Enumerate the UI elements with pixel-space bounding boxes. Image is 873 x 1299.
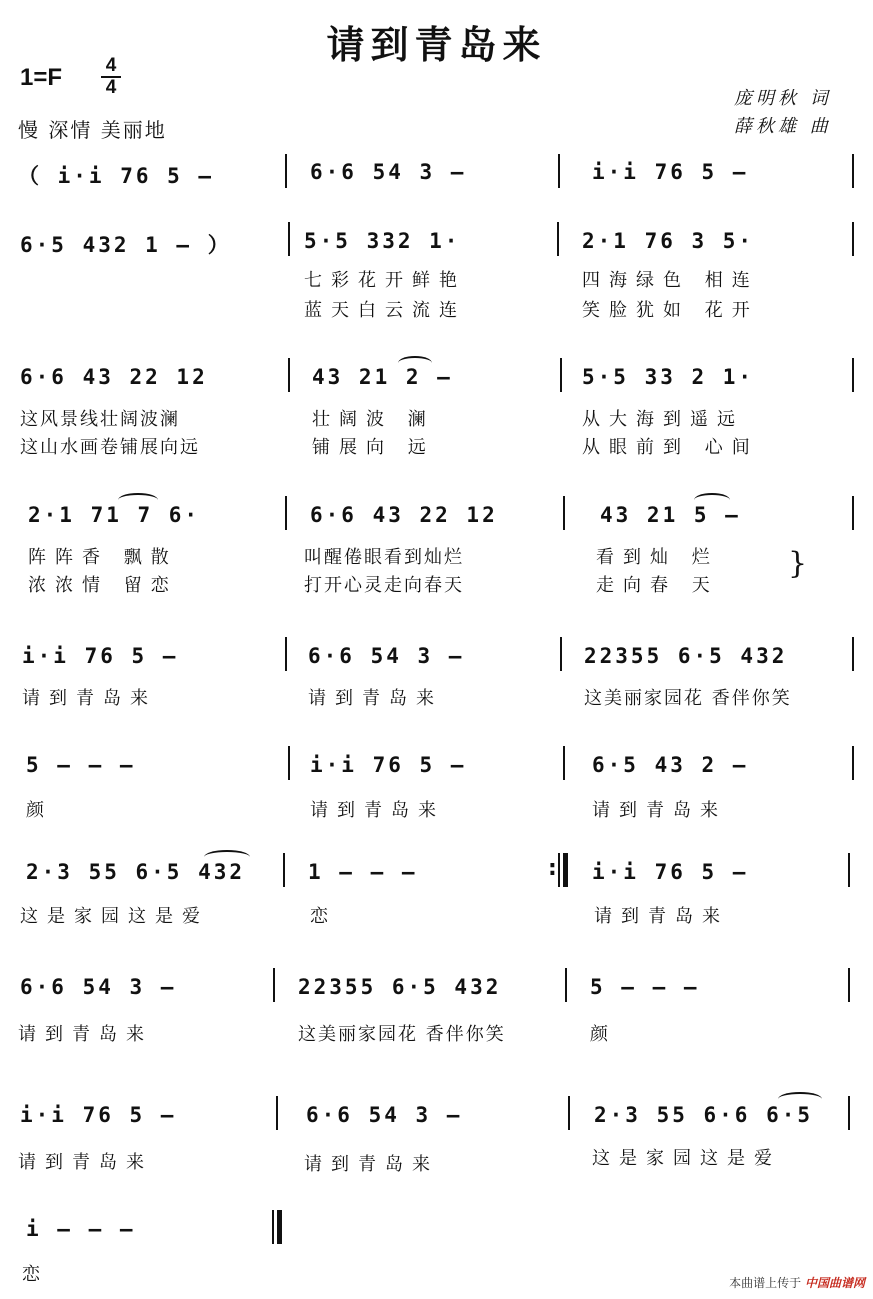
row1-measure1: （ i·i 76 5 —: [18, 164, 215, 188]
repeat-dots: :: [548, 856, 557, 881]
row9-lyric-m2: 请到青岛来: [304, 1154, 439, 1175]
row6-lyric-m2: 请到青岛来: [310, 800, 445, 821]
row8-lyric-m2: 这美丽家园花 香伴你笑: [298, 1024, 506, 1045]
row6-measure2: i·i 76 5 —: [310, 753, 467, 777]
barline: [852, 496, 854, 530]
row3-lyric-v2-m2: 铺展向 远: [312, 437, 435, 458]
row4-measure1: 2·1 71 7 6·: [28, 503, 201, 527]
barline: [848, 853, 850, 887]
row9-measure2: 6·6 54 3 —: [306, 1103, 463, 1127]
row7-lyric-m3: 请到青岛来: [594, 906, 729, 927]
meter-bottom: 4: [105, 77, 117, 98]
verse-brace: }: [788, 546, 808, 581]
row5-measure1: i·i 76 5 —: [22, 644, 179, 668]
row8-measure2: 22355 6·5 432: [298, 975, 502, 999]
barline: [288, 222, 290, 256]
row9-lyric-m3: 这是家园这是爱: [592, 1148, 781, 1169]
lyricist-credit: 庞明秋 词: [734, 88, 832, 109]
barline: [273, 968, 275, 1002]
slur-mark: [778, 1092, 822, 1106]
row6-lyric-m1: 颜: [26, 800, 53, 821]
row8-measure3: 5 — — —: [590, 975, 700, 999]
barline: [563, 496, 565, 530]
row2-lyric-v1-m2: 七彩花开鲜艳: [304, 270, 466, 291]
row8-lyric-m3: 颜: [590, 1024, 617, 1045]
row4-lyric-v1-m2: 叫醒倦眼看到灿烂: [304, 547, 464, 568]
row6-measure3: 6·5 43 2 —: [592, 753, 749, 777]
meter-top: 4: [105, 55, 117, 76]
site-logo: 中国曲谱网: [804, 1276, 865, 1290]
row2-measure1: 6·5 432 1 — ）: [20, 233, 232, 257]
row2-lyric-v2-m3: 笑脸犹如 花开: [582, 300, 759, 321]
row6-lyric-m3: 请到青岛来: [592, 800, 727, 821]
barline: [288, 746, 290, 780]
barline: [285, 154, 287, 188]
row7-measure3: i·i 76 5 —: [592, 860, 749, 884]
barline: [848, 1096, 850, 1130]
slur-mark: [204, 850, 250, 864]
row7-lyric-m2: 恋: [310, 906, 337, 927]
row3-measure3: 5·5 33 2 1·: [582, 365, 755, 389]
barline: [560, 358, 562, 392]
row5-measure3: 22355 6·5 432: [584, 644, 788, 668]
page-title: 请到青岛来: [326, 22, 547, 67]
row8-lyric-m1: 请到青岛来: [18, 1024, 153, 1045]
footer-upload-text: 本曲谱上传于: [729, 1276, 802, 1290]
row3-measure2: 43 21 2 —: [312, 365, 453, 389]
row6-measure1: 5 — — —: [26, 753, 136, 777]
barline: [285, 496, 287, 530]
row9-lyric-m1: 请到青岛来: [18, 1152, 153, 1173]
row7-lyric-m1: 这是家园这是爱: [20, 906, 209, 927]
barline: [852, 358, 854, 392]
row7-measure1: 2·3 55 6·5 432: [26, 860, 246, 884]
row5-lyric-m2: 请到青岛来: [308, 688, 443, 709]
barline: [852, 746, 854, 780]
composer-credit: 薛秋雄 曲: [734, 116, 832, 137]
barline: [560, 637, 562, 671]
row2-measure2: 5·5 332 1·: [304, 229, 461, 253]
barline: [276, 1096, 278, 1130]
barline: [285, 637, 287, 671]
barline: [557, 222, 559, 256]
row5-lyric-m3: 这美丽家园花 香伴你笑: [584, 688, 792, 709]
row4-measure2: 6·6 43 22 12: [310, 503, 498, 527]
barline: [283, 853, 285, 887]
repeat-barline-thin: [558, 853, 560, 887]
final-barline-thin: [272, 1210, 274, 1244]
row2-lyric-v2-m2: 蓝天白云流连: [304, 300, 466, 321]
barline: [565, 968, 567, 1002]
row1-measure3: i·i 76 5 —: [592, 160, 749, 184]
key-signature: 1=F: [20, 64, 63, 91]
row3-lyric-v1-m1: 这风景线壮阔波澜: [20, 409, 180, 430]
barline: [563, 746, 565, 780]
barline: [288, 358, 290, 392]
row2-measure3: 2·1 76 3 5·: [582, 229, 755, 253]
row10-measure1: i — — —: [26, 1217, 136, 1241]
row4-lyric-v1-m1: 阵阵香 飘散: [28, 547, 178, 568]
barline: [852, 154, 854, 188]
barline: [848, 968, 850, 1002]
row7-measure2: 1 — — —: [308, 860, 418, 884]
row4-lyric-v2-m3: 走向春 天: [596, 575, 719, 596]
barline: [568, 1096, 570, 1130]
slur-mark: [694, 493, 730, 507]
row5-measure2: 6·6 54 3 —: [308, 644, 465, 668]
row9-measure3: 2·3 55 6·6 6·5: [594, 1103, 814, 1127]
repeat-barline-thick: [563, 853, 568, 887]
row5-lyric-m1: 请到青岛来: [22, 688, 157, 709]
row9-measure1: i·i 76 5 —: [20, 1103, 177, 1127]
row2-lyric-v1-m3: 四海绿色 相连: [582, 270, 759, 291]
slur-mark: [118, 493, 158, 507]
barline: [852, 637, 854, 671]
barline: [852, 222, 854, 256]
footer-watermark: [729, 1274, 865, 1291]
tempo-marking: 慢 深情 美丽地: [18, 118, 167, 142]
row3-lyric-v1-m2: 壮阔波 澜: [312, 409, 435, 430]
row4-lyric-v1-m3: 看到灿 烂: [596, 547, 719, 568]
final-barline-thick: [277, 1210, 282, 1244]
row3-lyric-v1-m3: 从大海到遥远: [582, 409, 744, 430]
row4-lyric-v2-m1: 浓浓情 留恋: [28, 575, 178, 596]
row3-lyric-v2-m3: 从眼前到 心间: [582, 437, 759, 458]
slur-mark: [398, 356, 432, 370]
row1-measure2: 6·6 54 3 —: [310, 160, 467, 184]
row3-lyric-v2-m1: 这山水画卷铺展向远: [20, 437, 200, 458]
time-signature: [100, 56, 122, 98]
barline: [558, 154, 560, 188]
row4-measure3: 43 21 5 —: [600, 503, 741, 527]
row10-lyric-m1: 恋: [22, 1264, 49, 1285]
row4-lyric-v2-m2: 打开心灵走向春天: [304, 575, 464, 596]
row8-measure1: 6·6 54 3 —: [20, 975, 177, 999]
row3-measure1: 6·6 43 22 12: [20, 365, 208, 389]
